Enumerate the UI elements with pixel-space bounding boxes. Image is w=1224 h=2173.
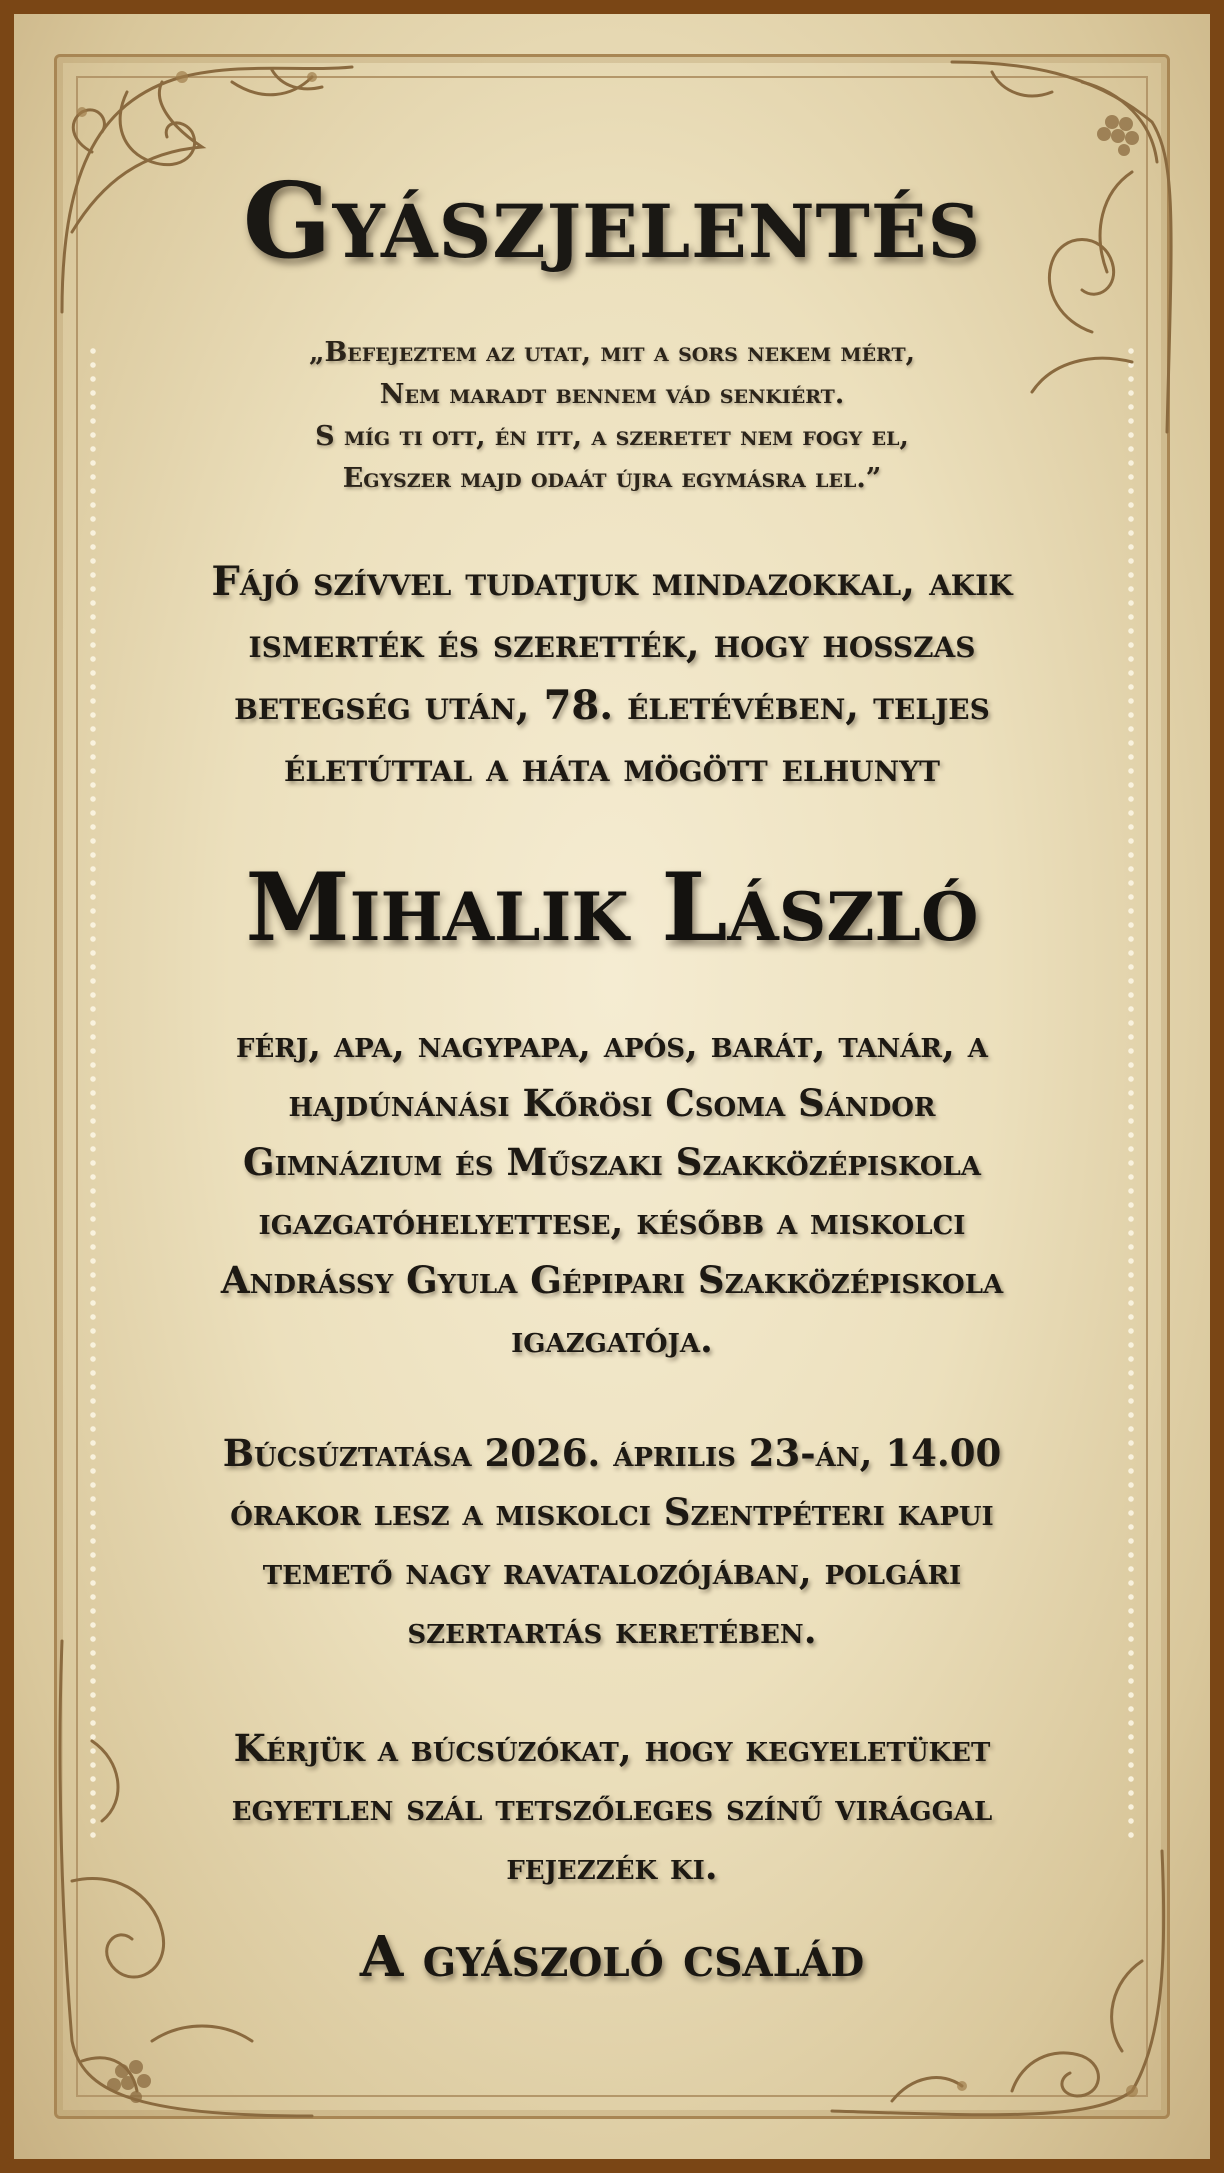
funeral-line: szertartás keretében. [407, 1608, 817, 1652]
role-line: Andrássy Gyula Gépipari Szakközépiskola [220, 1258, 1004, 1302]
memorial-poem [134, 332, 1090, 500]
page-title: Gyászjelentés [242, 159, 982, 282]
flower-request [134, 1719, 1090, 1896]
pearl-border-left [88, 344, 98, 1844]
intro-line: ismerték és szerették, hogy hosszas [248, 620, 976, 667]
role-line: hajdúnánási Kőrösi Csoma Sándor [288, 1081, 936, 1125]
funeral-details [134, 1424, 1090, 1660]
funeral-line: Búcsúztatása 2026. április 23-án, 14.00 [222, 1431, 1002, 1475]
poem-line: Egyszer majd odaát újra egymásra lel.” [342, 463, 882, 494]
intro-line: életúttal a háta mögött elhunyt [284, 744, 940, 791]
poem-line: „Befejeztem az utat, mit a sors nekem mért, [308, 337, 916, 368]
role-line: igazgatója. [511, 1317, 713, 1361]
request-line: egyetlen szál tetszőleges színű virággal [231, 1785, 993, 1829]
role-line: Gimnázium és Műszaki Szakközépiskola [243, 1140, 981, 1184]
intro-line: Fájó szívvel tudatjuk mindazokkal, akik [211, 558, 1013, 605]
deceased-name: Mihalik László [245, 853, 979, 963]
funeral-line: órakor lesz a miskolci Szentpéteri kapui [230, 1490, 994, 1534]
role-line: férj, apa, nagypapa, após, barát, tanár, a [236, 1022, 988, 1066]
request-line: fejezzék ki. [506, 1844, 718, 1888]
intro-line: betegség után, 78. életévében, teljes [234, 682, 990, 729]
poem-line: Nem maradt bennem vád senkiért. [379, 379, 845, 410]
intro-text [134, 551, 1090, 799]
role-description [134, 1015, 1090, 1369]
family-signature: A gyászoló család [359, 1924, 865, 1990]
pearl-border-right [1126, 344, 1136, 1844]
request-line: Kérjük a búcsúzókat, hogy kegyeletüket [233, 1726, 991, 1770]
funeral-line: temető nagy ravatalozójában, polgári [262, 1549, 962, 1593]
poem-line: S míg ti ott, én itt, a szeretet nem fogy el, [315, 421, 909, 452]
role-line: igazgatóhelyettese, később a miskolci [258, 1199, 966, 1243]
